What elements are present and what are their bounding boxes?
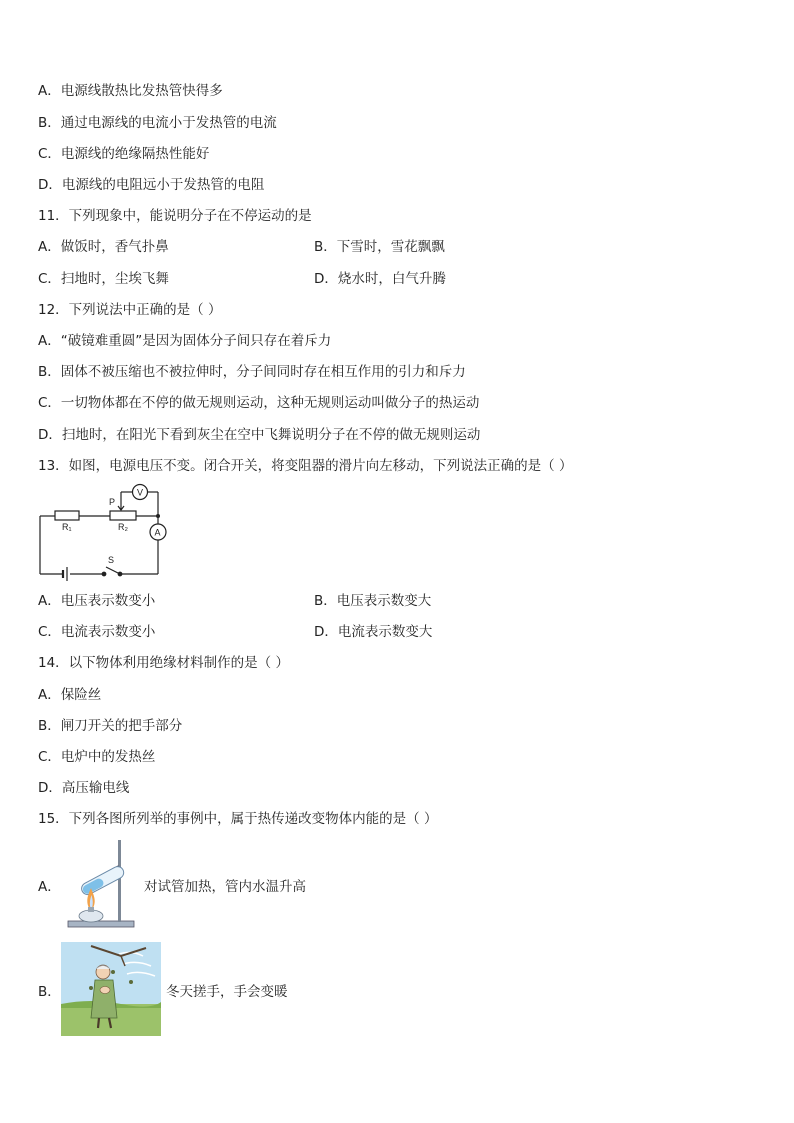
q14-stem: 14．以下物体利用绝缘材料制作的是（ ） — [38, 655, 289, 671]
q13-option-b: B．电压表示数变大 — [314, 593, 432, 609]
q12-option-a: A．“破镜难重圆”是因为固体分子间只存在着斥力 — [38, 333, 332, 349]
circuit-diagram — [30, 478, 180, 582]
q14-option-b: B．闸刀开关的把手部分 — [38, 718, 183, 734]
test-tube-heating-image — [62, 838, 142, 934]
q15-option-b-text: 冬天搓手，手会变暖 — [166, 984, 288, 1000]
rubbing-hands-image — [61, 942, 161, 1036]
q13-stem: 13．如图，电源电压不变。闭合开关，将变阻器的滑片向左移动，下列说法正确的是（ ） — [38, 458, 573, 474]
q14-option-d: D．高压输电线 — [38, 780, 130, 796]
q13-option-c: C．电流表示数变小 — [38, 624, 156, 640]
q12-option-b: B．固体不被压缩也不被拉伸时，分子间同时存在相互作用的引力和斥力 — [38, 364, 466, 380]
q10-option-d: D．电源线的电阻远小于发热管的电阻 — [38, 177, 265, 193]
q15-stem: 15．下列各图所列举的事例中，属于热传递改变物体内能的是（ ） — [38, 811, 438, 827]
q11-option-a: A．做饭时，香气扑鼻 — [38, 239, 169, 255]
slider-p-label: P — [109, 497, 116, 507]
q12-option-d: D．扫地时，在阳光下看到灰尘在空中飞舞说明分子在不停的做无规则运动 — [38, 427, 481, 443]
q15-option-a-letter: A． — [38, 879, 61, 895]
q14-option-c: C．电炉中的发热丝 — [38, 749, 156, 765]
q10-option-b: B．通过电源线的电流小于发热管的电流 — [38, 115, 277, 131]
r2-label: R₂ — [118, 522, 128, 532]
q12-stem: 12．下列说法中正确的是（ ） — [38, 302, 222, 318]
switch-label: S — [108, 555, 115, 565]
q11-option-b: B．下雪时，雪花飘飘 — [314, 239, 445, 255]
q13-option-d: D．电流表示数变大 — [314, 624, 433, 640]
voltmeter-label: V — [137, 487, 144, 498]
q13-option-a: A．电压表示数变小 — [38, 593, 156, 609]
ammeter-label: A — [154, 527, 161, 538]
q14-option-a: A．保险丝 — [38, 687, 102, 703]
q10-option-a: A．电源线散热比发热管快得多 — [38, 83, 223, 99]
q10-option-c: C．电源线的绝缘隔热性能好 — [38, 146, 210, 162]
q11-option-d: D．烧水时，白气升腾 — [314, 271, 446, 287]
r1-label: R₁ — [62, 522, 72, 532]
q12-option-c: C．一切物体都在不停的做无规则运动，这种无规则运动叫做分子的热运动 — [38, 395, 480, 411]
q15-option-b-letter: B． — [38, 984, 61, 1000]
q11-stem: 11．下列现象中，能说明分子在不停运动的是 — [38, 208, 312, 224]
q11-option-c: C．扫地时，尘埃飞舞 — [38, 271, 169, 287]
q15-option-a-text: 对试管加热，管内水温升高 — [144, 879, 306, 895]
